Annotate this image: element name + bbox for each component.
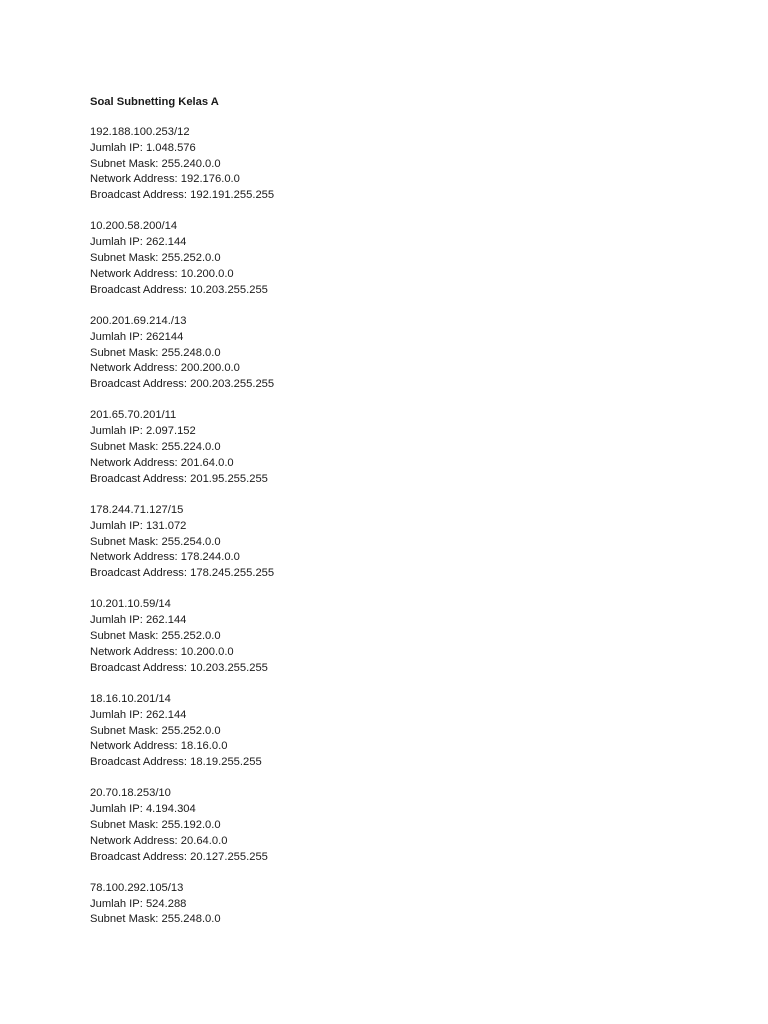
entry-broadcast-address: Broadcast Address: 201.95.255.255 [90,472,268,485]
entry-jumlah-ip: Jumlah IP: 262.144 [90,708,187,721]
subnet-entry [90,408,690,487]
entry-address: 201.65.70.201/11 [90,409,177,422]
entry-subnet-mask: Subnet Mask: 255.248.0.0 [90,346,221,359]
entry-jumlah-ip: Jumlah IP: 524.288 [90,897,187,910]
entry-jumlah-ip: Jumlah IP: 1.048.576 [90,141,196,154]
entry-jumlah-ip: Jumlah IP: 262.144 [90,236,187,249]
entry-address: 178.244.71.127/15 [90,503,184,516]
entry-jumlah-ip: Jumlah IP: 2.097.152 [90,425,196,438]
entry-network-address: Network Address: 10.200.0.0 [90,645,234,658]
entry-broadcast-address: Broadcast Address: 178.245.255.255 [90,567,275,580]
subnet-entry [90,125,690,204]
subnet-entry [90,597,690,676]
subnet-entry [90,219,690,298]
entry-address: 10.200.58.200/14 [90,220,178,233]
entry-network-address: Network Address: 200.200.0.0 [90,362,240,375]
entry-address: 200.201.69.214./13 [90,314,187,327]
entry-address: 20.70.18.253/10 [90,787,171,800]
entry-broadcast-address: Broadcast Address: 200.203.255.255 [90,378,275,391]
entry-network-address: Network Address: 18.16.0.0 [90,740,228,753]
entry-subnet-mask: Subnet Mask: 255.252.0.0 [90,630,221,643]
entry-broadcast-address: Broadcast Address: 10.203.255.255 [90,283,268,296]
subnet-entry [90,881,690,928]
entry-jumlah-ip: Jumlah IP: 4.194.304 [90,803,196,816]
entry-jumlah-ip: Jumlah IP: 262.144 [90,614,187,627]
entry-subnet-mask: Subnet Mask: 255.224.0.0 [90,441,221,454]
subnet-entry [90,692,690,771]
subnet-entry [90,786,690,865]
entry-subnet-mask: Subnet Mask: 255.240.0.0 [90,157,221,170]
entry-address: 18.16.10.201/14 [90,692,171,705]
entry-jumlah-ip: Jumlah IP: 262144 [90,330,184,343]
entry-jumlah-ip: Jumlah IP: 131.072 [90,519,187,532]
entry-subnet-mask: Subnet Mask: 255.252.0.0 [90,252,221,265]
entry-address: 192.188.100.253/12 [90,126,190,138]
entry-broadcast-address: Broadcast Address: 10.203.255.255 [90,661,268,674]
entry-subnet-mask: Subnet Mask: 255.248.0.0 [90,913,221,926]
entry-network-address: Network Address: 201.64.0.0 [90,456,234,469]
subnet-entry [90,503,690,582]
subnet-entry [90,314,690,393]
entry-broadcast-address: Broadcast Address: 18.19.255.255 [90,756,262,769]
entry-network-address: Network Address: 10.200.0.0 [90,267,234,280]
document-title: Soal Subnetting Kelas A [90,96,219,108]
entry-address: 78.100.292.105/13 [90,881,184,894]
entry-subnet-mask: Subnet Mask: 255.192.0.0 [90,818,221,831]
entry-subnet-mask: Subnet Mask: 255.254.0.0 [90,535,221,548]
document-page [90,94,690,944]
entry-network-address: Network Address: 192.176.0.0 [90,173,240,186]
entry-broadcast-address: Broadcast Address: 20.127.255.255 [90,850,268,863]
entry-broadcast-address: Broadcast Address: 192.191.255.255 [90,189,275,202]
entry-network-address: Network Address: 178.244.0.0 [90,551,240,564]
entry-address: 10.201.10.59/14 [90,598,171,611]
entry-subnet-mask: Subnet Mask: 255.252.0.0 [90,724,221,737]
entry-network-address: Network Address: 20.64.0.0 [90,834,228,847]
